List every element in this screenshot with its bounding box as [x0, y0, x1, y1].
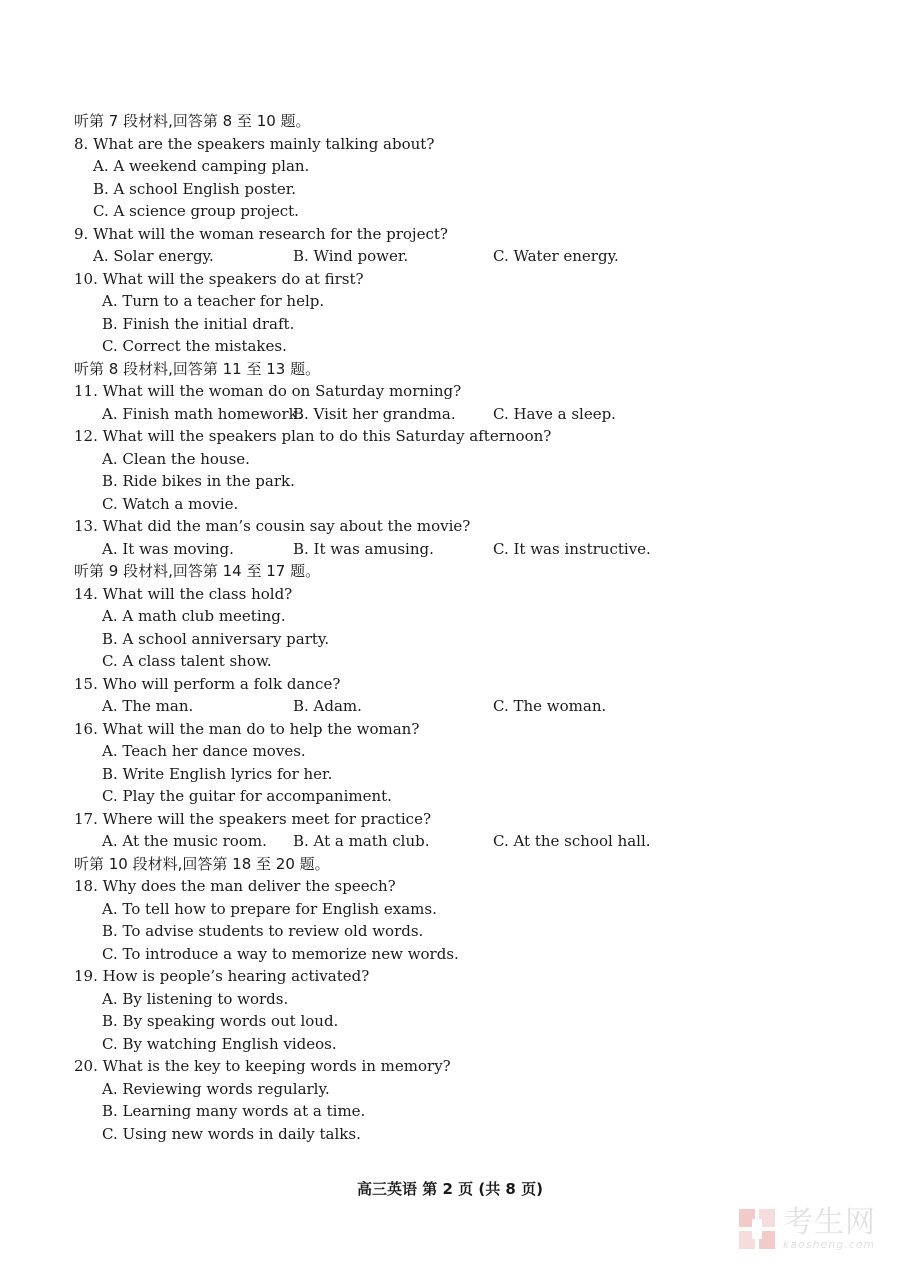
option: A. By listening to words.: [102, 989, 289, 1008]
option-row: [74, 830, 834, 853]
watermark: [737, 1204, 876, 1251]
option-row: [74, 245, 834, 268]
option: C. Have a sleep.: [493, 404, 616, 423]
question-stem: 14. What will the class hold?: [74, 584, 293, 603]
option: C. Correct the mistakes.: [102, 337, 287, 355]
kaosheng-logo-icon: [737, 1207, 777, 1251]
option: B. Finish the initial draft.: [102, 314, 295, 333]
watermark-name: 考生网: [783, 1204, 876, 1240]
option: A. Finish math homework.: [102, 404, 303, 423]
option: A. To tell how to prepare for English exams.: [102, 899, 437, 918]
option: C. By watching English videos.: [102, 1034, 337, 1053]
option: A. A math club meeting.: [102, 607, 286, 625]
option: B. At a math club.: [293, 832, 430, 850]
option: B. Adam.: [293, 697, 362, 715]
option: B. Ride bikes in the park.: [102, 472, 295, 490]
option: A. Reviewing words regularly.: [102, 1079, 330, 1098]
question-stem: 9. What will the woman research for the project?: [74, 224, 448, 243]
question-stem: 12. What will the speakers plan to do this Saturday afternoon?: [74, 427, 552, 445]
option: C. A class talent show.: [102, 652, 272, 670]
option: C. Watch a movie.: [102, 494, 239, 513]
option: A. It was moving.: [102, 539, 234, 558]
option: C. A science group project.: [93, 202, 299, 220]
question-stem: 11. What will the woman do on Saturday morning?: [74, 382, 462, 400]
option-row: [74, 538, 834, 561]
option: C. At the school hall.: [493, 832, 651, 850]
option: A. Clean the house.: [102, 449, 250, 468]
section-header: 听第 7 段材料,回答第 8 至 10 题。: [74, 112, 311, 130]
option: B. Write English lyrics for her.: [102, 764, 333, 783]
option: B. Visit her grandma.: [293, 404, 456, 423]
question-stem: 8. What are the speakers mainly talking about?: [74, 134, 435, 153]
question-stem: 16. What will the man do to help the woman?: [74, 719, 420, 738]
option: A. Teach her dance moves.: [102, 742, 306, 760]
option: C. Using new words in daily talks.: [102, 1124, 361, 1143]
option: A. At the music room.: [102, 832, 267, 850]
option: C. To introduce a way to memorize new words.: [102, 944, 459, 963]
question-stem: 10. What will the speakers do at first?: [74, 269, 364, 288]
question-stem: 17. Where will the speakers meet for practice?: [74, 809, 432, 828]
watermark-url: kaosheng.com: [783, 1237, 876, 1251]
option: B. A school anniversary party.: [102, 629, 330, 648]
option: A. A weekend camping plan.: [93, 157, 310, 175]
question-stem: 18. Why does the man deliver the speech?: [74, 877, 396, 895]
option: C. Water energy.: [493, 247, 619, 265]
section-header: 听第 9 段材料,回答第 14 至 17 题。: [74, 562, 321, 580]
option: B. It was amusing.: [293, 539, 434, 558]
option: B. Learning many words at a time.: [102, 1102, 366, 1120]
question-stem: 19. How is people’s hearing activated?: [74, 967, 370, 985]
option: A. The man.: [102, 697, 194, 715]
option: A. Turn to a teacher for help.: [102, 292, 325, 310]
question-stem: 20. What is the key to keeping words in memory?: [74, 1057, 451, 1075]
question-stem: 15. Who will perform a folk dance?: [74, 674, 341, 693]
option: B. To advise students to review old words.: [102, 922, 424, 940]
option: C. It was instructive.: [493, 539, 651, 558]
exam-content: [74, 110, 834, 1145]
option: B. A school English poster.: [93, 179, 297, 198]
option-row: [74, 403, 834, 426]
question-stem: 13. What did the man’s cousin say about the movie?: [74, 517, 471, 535]
section-header: 听第 10 段材料,回答第 18 至 20 题。: [74, 854, 330, 873]
option-row: [74, 695, 834, 718]
section-header: 听第 8 段材料,回答第 11 至 13 题。: [74, 359, 321, 378]
option: B. Wind power.: [293, 247, 409, 265]
option: B. By speaking words out loud.: [102, 1012, 339, 1030]
option: C. Play the guitar for accompaniment.: [102, 787, 392, 805]
page-footer: 高三英语 第 2 页 (共 8 页): [357, 1180, 543, 1198]
option: A. Solar energy.: [93, 247, 214, 265]
option: C. The woman.: [493, 697, 607, 715]
